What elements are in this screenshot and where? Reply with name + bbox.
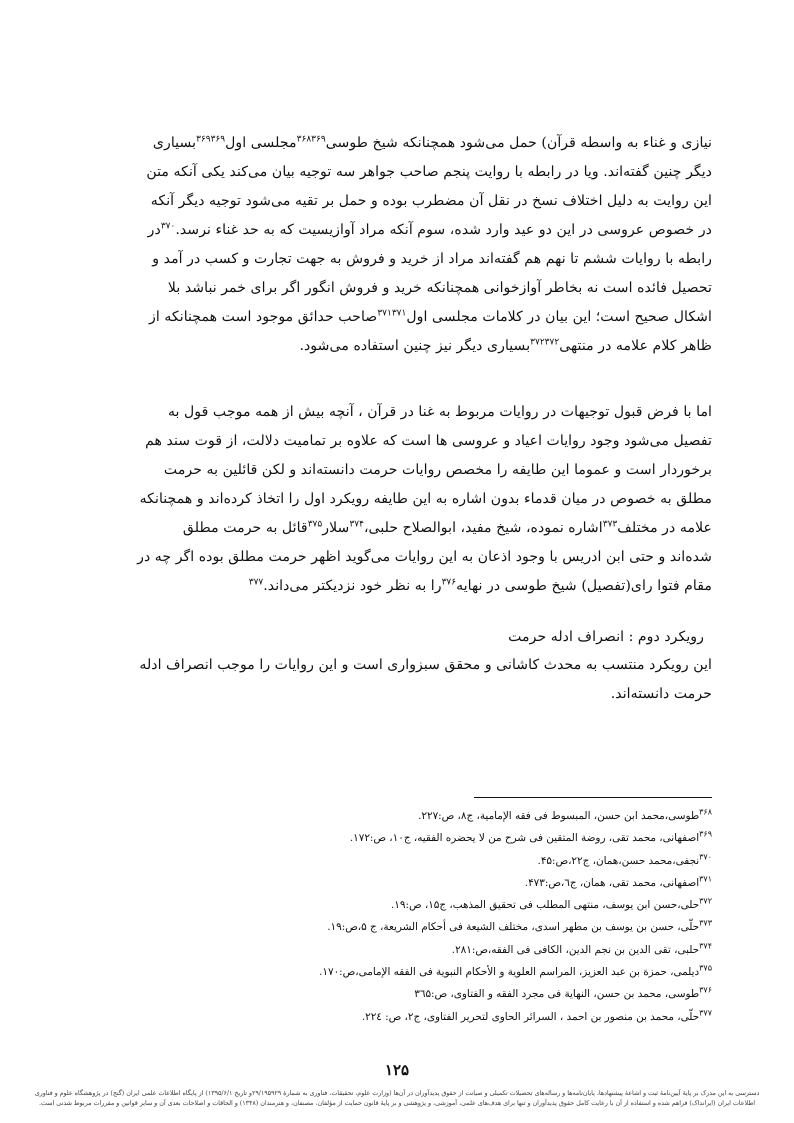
text-line: ظاهر کلام علامه در منتهی$^{۳۷۲۳۷۲}$بسیاری دیگر نیز چنین استفاده می‌شود.	[299, 337, 712, 354]
text-line: نیازی و غناء به واسطه قرآن) حمل می‌شود همچنانکه شیخ طوسی$^{۳۶۸۳۶۹}$مجلسی اول$^{۳۶۹۳۶۹}$بسیاری	[152, 134, 712, 151]
footnote-item	[82, 827, 712, 849]
footnote-text: حلّی، محمد بن منصور بن احمد ، السرائر الحاوی لتحریر الفتاوی، ج۲، ص: ۲۲٤.	[361, 1010, 700, 1023]
footnote-number: ۳۷۱	[699, 874, 712, 884]
footnote-item	[82, 894, 712, 916]
text-line: اما با فرض قبول توجیهات در روایات مربوط به غنا در قرآن ، آنچه بیش از همه موجب قول به	[167, 404, 712, 420]
footnote-ref[interactable]: ۳۷۲	[530, 337, 545, 348]
footnote-ref[interactable]: ۳۷۷	[248, 577, 264, 588]
footnote-item	[82, 1006, 712, 1028]
footnote-item	[82, 850, 712, 872]
footnote-text: اصفهانی، محمد تقی، روضة المتقین فی شرح من لا یحضره الفقیه، ج۱۰، ص:۱۷۲.	[349, 832, 700, 845]
footnote-number: ۳۷۰	[699, 852, 712, 862]
footnote-ref[interactable]: ۳۷۱	[391, 308, 407, 319]
footnote-number: ۳۷۳	[699, 919, 712, 929]
footnote-ref[interactable]: ۳۷۱	[377, 308, 392, 319]
footnote-text: طوسی، محمد بن حسن، النهایة فی مجرد الفقه و الفتاوی، ص:۳٦۵	[414, 988, 700, 1001]
footnote-number: ۳۷۴	[699, 941, 712, 951]
footnote-ref[interactable]: ۳۶۹	[311, 134, 326, 145]
footnote-ref[interactable]: ۳۶۹	[196, 134, 211, 145]
disclaimer-line: اطلاعات ایران (ایرانداک) فراهم شده و استفاده از آن با رعایت کامل حقوق پدیدآوران و تنها برای هدف‌های علمی، آموزشی، و پژوهشی و بر پایهٔ قانون حمایت از مؤلفان، مصنفان، و هنرمندان (۱۳۴۸) و الحاقات و اصلاحات بعدی آن و سایر قوانین و مقررات مربوط شدنی است.	[39, 1099, 755, 1107]
footnote-number: ۳۷۷	[699, 1008, 712, 1018]
text-line: حرمت دانسته‌اند.	[610, 686, 712, 702]
text-line: رابطه با روایات ششم تا نهم هم گفته‌اند مراد از خرید و فروش به جهت تجارت و کسب در آمد و	[152, 251, 712, 267]
text-line: علامه در مختلف$^{۳۷۳}$اشاره نموده، شیخ مفید، ابوالصلاح حلبی،$^{۳۷۴}$سلار$^{۳۷۵}$قائل به حرمت مطلق	[182, 519, 712, 536]
footnotes-list	[82, 805, 712, 1028]
text-line: اشکال صحیح است؛ این بیان در کلامات مجلسی اول$^{۳۷۱۳۷۱}$صاحب حدائق موجود است همچنانکه از	[149, 308, 712, 325]
text-line: این روایت به دلیل اختلاف نسخ در نقل آن مضطرب بوده و حمل بر تقیه می‌شود توجیه دیگر آنکه	[150, 193, 712, 209]
footnote-ref[interactable]: ۳۷۴	[349, 519, 364, 530]
text-line: مقام فتوا رای(تفصیل) شیخ طوسی در نهایه$^{۳۷۶}$را به نظر خود نزدیکتر می‌داند.$^{۳۷۷}$	[248, 577, 712, 594]
paragraph-2	[82, 398, 712, 601]
paragraph-3	[82, 651, 712, 709]
footnote-ref[interactable]: ۳۷۵	[307, 519, 323, 530]
text-line: برخوردار است و عموما این طایفه را مخصص روایات حرمت دانسته‌اند و لکن قائلین به حرمت	[163, 462, 712, 478]
footnote-ref[interactable]: ۳۶۹	[210, 134, 226, 145]
footnote-text: حلبی، تقی الدین بن نجم الدین، الکافی فی الفقه،ص:۲۸۱.	[451, 943, 700, 956]
footnote-item	[82, 805, 712, 827]
footnote-separator	[474, 797, 712, 798]
text-line: شده‌اند و حتی ابن ادریس با وجود اذعان به این روایات می‌گوید اظهر حرمت مطلق بوده اگر چه در	[137, 549, 712, 565]
footnote-ref[interactable]: ۳۷۰	[160, 221, 176, 232]
paragraph-1	[82, 129, 712, 361]
footnote-item	[82, 983, 712, 1005]
footnote-text: دیلمی، حمزة بن عبد العزیز، المراسم العلویة و الأحکام النبویة فی الفقه الإمامی،ص:۱۷۰.	[319, 966, 700, 979]
footnote-ref[interactable]: ۳۷۶	[441, 577, 457, 588]
footnote-text: حلّی، حسن بن یوسف بن مطهر اسدی، مختلف الشیعة فی أحکام الشریعة، ج ۵،ص:۱۹.	[327, 921, 700, 934]
footnote-number: ۳۷۵	[699, 963, 712, 973]
page-number: ۱۲۵	[384, 1061, 410, 1079]
footnote-ref[interactable]: ۳۷۳	[602, 519, 618, 530]
footnote-item	[82, 916, 712, 938]
footnote-item	[82, 872, 712, 894]
footnote-number: ۳۷۲	[699, 896, 712, 906]
disclaimer-line: دسترسی به این مدرک بر پایهٔ آیین‌نامهٔ ثبت و اشاعهٔ پیشنهادها، پایان‌نامه‌ها و رساله‌های تحصیلات تکمیلی و صیانت از حقوق پدیدآوران در آن‌ها (وزارت علوم، تحقیقات، فناوری به شمارهٔ ۲۹/۱۹۵۹۲۹و تاریخ ۱۳۹۵/۶/۱) از پایگاه اطلاعات علمی ایران (گنج) در پژوهشگاه علوم و فناوری	[34, 1090, 760, 1097]
copyright-disclaimer	[8, 1089, 786, 1108]
footnote-text: حلی،حسن ابن یوسف، منتهی المطلب فی تحقیق المذهب، ج۱۵، ص:۱۹.	[390, 899, 700, 912]
footnote-ref[interactable]: ۳۶۸	[296, 134, 312, 145]
footnote-number: ۳۶۹	[699, 829, 712, 839]
footnote-text: اصفهانی، محمد تقی، همان، ج٦،ص:۴۷۳.	[524, 876, 700, 889]
footnote-item	[82, 939, 712, 961]
text-line: این رویکرد منتسب به محدث کاشانی و محقق سبزواری است و این روایات را موجب انصراف ادله	[139, 657, 712, 673]
text-line: دیگر چنین گفته‌اند. ویا در رابطه با روایت پنجم صاحب جواهر سه توجیه بیان می‌کند یکی آنکه متن	[146, 164, 712, 180]
footnote-text: نجفی،محمد حسن،همان، ج۲۲،ص:۴۵.	[537, 854, 700, 867]
text-line: تفصیل می‌شود وجود روایات اعیاد و عروسی ها است که علاوه بر تمامیت دلالت، از قوت سند هم	[145, 433, 712, 449]
footnote-number: ۳۷۶	[699, 985, 712, 995]
footnote-text: طوسی،محمد ابن حسن، المبسوط فی فقه الإمامیة، ج۸، ص:۲۲۷.	[418, 810, 700, 822]
text-line: مطلق به خصوص در میان قدماء بدون اشاره به این طایفه رویکرد اول را اتخاذ کرده‌اند و همچنانکه	[139, 491, 712, 507]
footnote-number: ۳۶۸	[699, 807, 712, 817]
text-line: در خصوص عروسی در این دو عید وارد شده، سوم آنکه مراد آوازیسیت که به حد غناء نرسد.$^{۳۷۰}$در	[147, 221, 712, 238]
section-heading: رویکرد دوم : انصراف ادله حرمت	[508, 629, 704, 645]
text-line: تحصیل فائده است نه بخاطر آوازخوانی همچنانکه خرید و فروش انگور اگر برای خمر نباشد بلا	[167, 280, 712, 296]
footnote-ref[interactable]: ۳۷۲	[544, 337, 560, 348]
footnote-item	[82, 961, 712, 983]
